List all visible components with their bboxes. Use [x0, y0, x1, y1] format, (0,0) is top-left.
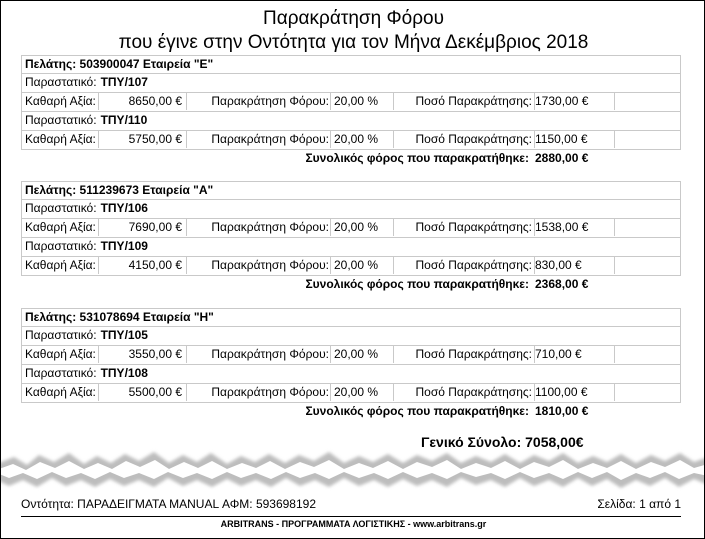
cell-divider: [98, 219, 99, 236]
amount-label: Ποσό Παρακράτησης:: [415, 132, 532, 146]
net-label: Καθαρή Αξία:: [25, 347, 96, 361]
brand-line: ARBITRANS - ΠΡΟΓΡΑΜΜΑΤΑ ΛΟΓΙΣΤΙΚΗΣ - www.arbitrans.gr: [220, 519, 487, 529]
client-header: Πελάτης: 503900047 Εταιρεία "Ε": [21, 55, 681, 74]
amount-label: Ποσό Παρακράτησης:: [415, 385, 532, 399]
document-label: Παραστατικό:: [25, 239, 97, 253]
net-label: Καθαρή Αξία:: [25, 132, 96, 146]
document-row: [21, 238, 681, 257]
cell-divider: [393, 93, 394, 110]
entity-info: Οντότητα: ΠΑΡΑΔΕΙΓΜΑΤΑ MANUAL ΑΦΜ: 593698192: [21, 497, 317, 511]
cell-divider: [98, 384, 99, 401]
amount-value: 830,00 €: [535, 258, 582, 272]
total-value: 1810,00 €: [535, 404, 589, 418]
client-total-row: [21, 403, 681, 422]
cell-divider: [98, 131, 99, 148]
cell-divider: [186, 384, 187, 401]
cell-divider: [330, 257, 331, 274]
withholding-rate: 20,00 %: [334, 94, 379, 108]
cell-divider: [330, 131, 331, 148]
values-row: [21, 219, 681, 238]
values-row: [21, 257, 681, 276]
net-value: 7690,00 €: [128, 220, 182, 234]
cell-divider: [534, 346, 535, 363]
cell-divider: [534, 93, 535, 110]
values-row: [21, 346, 681, 365]
cell-divider: [98, 93, 99, 110]
cell-divider: [393, 384, 394, 401]
withholding-rate: 20,00 %: [334, 258, 379, 272]
document-row: [21, 74, 681, 93]
cell-divider: [186, 257, 187, 274]
cell-divider: [534, 384, 535, 401]
document-row: [21, 112, 681, 131]
cell-divider: [393, 257, 394, 274]
cell-divider: [98, 346, 99, 363]
cell-divider: [186, 219, 187, 236]
cell-divider: [330, 219, 331, 236]
cell-divider: [330, 384, 331, 401]
document-row: [21, 200, 681, 219]
total-label: Συνολικός φόρος που παρακρατήθηκε:: [305, 277, 529, 291]
net-value: 5750,00 €: [128, 132, 182, 146]
cell-divider: [186, 346, 187, 363]
document-label: Παραστατικό:: [25, 75, 97, 89]
client-block: [21, 308, 681, 422]
report-title-line2: που έγινε στην Οντότητα για τον Μήνα Δεκέμβριος 2018: [118, 32, 589, 53]
amount-value: 710,00 €: [535, 347, 582, 361]
net-label: Καθαρή Αξία:: [25, 385, 96, 399]
document-code: ΤΠΥ/108: [100, 366, 148, 380]
document-label: Παραστατικό:: [25, 366, 97, 380]
total-value: 2368,00 €: [535, 277, 589, 291]
grand-total: Γενικό Σύνολο: 7058,00€: [421, 434, 584, 450]
footer-divider: [21, 516, 681, 517]
net-value: 8650,00 €: [128, 94, 182, 108]
cell-divider: [614, 384, 615, 401]
withholding-label: Παρακράτηση Φόρου:: [211, 94, 329, 108]
cell-divider: [330, 93, 331, 110]
withholding-label: Παρακράτηση Φόρου:: [211, 132, 329, 146]
cell-divider: [534, 257, 535, 274]
withholding-label: Παρακράτηση Φόρου:: [211, 220, 329, 234]
cell-divider: [393, 131, 394, 148]
page-number: Σελίδα: 1 από 1: [597, 497, 681, 511]
net-value: 4150,00 €: [128, 258, 182, 272]
document-code: ΤΠΥ/110: [100, 113, 148, 127]
cell-divider: [393, 346, 394, 363]
total-label: Συνολικός φόρος που παρακρατήθηκε:: [305, 404, 529, 418]
amount-label: Ποσό Παρακράτησης:: [415, 94, 532, 108]
client-total-row: [21, 150, 681, 169]
amount-value: 1100,00 €: [535, 385, 588, 399]
withholding-rate: 20,00 %: [334, 385, 379, 399]
withholding-rate: 20,00 %: [334, 347, 379, 361]
amount-label: Ποσό Παρακράτησης:: [415, 220, 532, 234]
document-label: Παραστατικό:: [25, 113, 97, 127]
amount-value: 1538,00 €: [535, 220, 589, 234]
cell-divider: [614, 257, 615, 274]
document-row: [21, 327, 681, 346]
cell-divider: [186, 93, 187, 110]
net-label: Καθαρή Αξία:: [25, 220, 96, 234]
cell-divider: [534, 219, 535, 236]
cell-divider: [614, 93, 615, 110]
document-code: ΤΠΥ/105: [100, 328, 148, 342]
withholding-rate: 20,00 %: [334, 132, 379, 146]
net-value: 3550,00 €: [128, 347, 182, 361]
document-label: Παραστατικό:: [25, 201, 97, 215]
cell-divider: [614, 219, 615, 236]
amount-value: 1150,00 €: [535, 132, 588, 146]
document-code: ΤΠΥ/107: [100, 75, 148, 89]
amount-value: 1730,00 €: [535, 94, 589, 108]
report-title: [1, 7, 705, 55]
torn-edge-icon: [0, 445, 705, 497]
total-value: 2880,00 €: [535, 151, 589, 165]
document-code: ΤΠΥ/106: [100, 201, 148, 215]
client-header: Πελάτης: 511239673 Εταιρεία "Α": [21, 181, 681, 200]
withholding-label: Παρακράτηση Φόρου:: [211, 385, 329, 399]
values-row: [21, 384, 681, 403]
net-label: Καθαρή Αξία:: [25, 258, 96, 272]
cell-divider: [614, 346, 615, 363]
withholding-rate: 20,00 %: [334, 220, 379, 234]
values-row: [21, 131, 681, 150]
client-total-row: [21, 276, 681, 295]
values-row: [21, 93, 681, 112]
client-block: [21, 181, 681, 295]
cell-divider: [98, 257, 99, 274]
report-title-line1: Παρακράτηση Φόρου: [263, 8, 444, 29]
amount-label: Ποσό Παρακράτησης:: [415, 258, 532, 272]
total-label: Συνολικός φόρος που παρακρατήθηκε:: [305, 151, 529, 165]
cell-divider: [393, 219, 394, 236]
document-label: Παραστατικό:: [25, 328, 97, 342]
net-label: Καθαρή Αξία:: [25, 94, 96, 108]
cell-divider: [534, 131, 535, 148]
document-code: ΤΠΥ/109: [100, 239, 148, 253]
client-header: Πελάτης: 531078694 Εταιρεία "Η": [21, 308, 681, 327]
withholding-label: Παρακράτηση Φόρου:: [211, 347, 329, 361]
client-block: [21, 55, 681, 169]
document-row: [21, 365, 681, 384]
withholding-label: Παρακράτηση Φόρου:: [211, 258, 329, 272]
cell-divider: [186, 131, 187, 148]
cell-divider: [330, 346, 331, 363]
cell-divider: [614, 131, 615, 148]
amount-label: Ποσό Παρακράτησης:: [415, 347, 532, 361]
net-value: 5500,00 €: [128, 385, 182, 399]
